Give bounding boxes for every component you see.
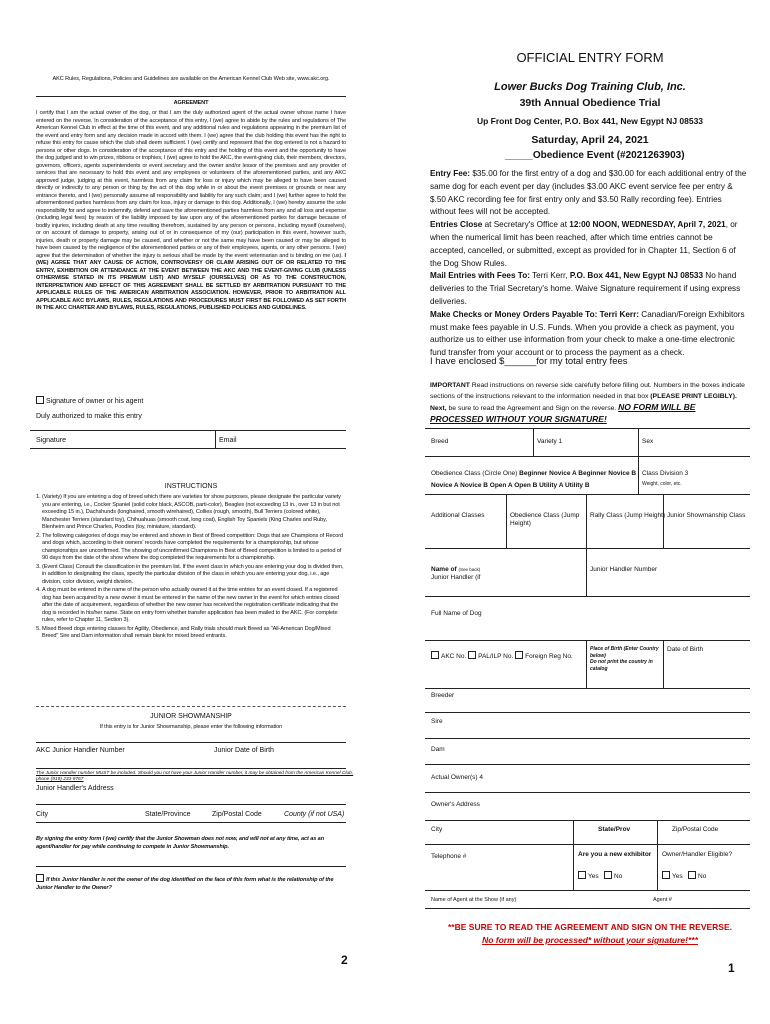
junior-state-field[interactable]: State/Province	[145, 811, 191, 818]
place-of-birth-field[interactable]: Place of Birth (Enter Country below) Do not print the country in catalog	[590, 646, 659, 672]
trial-name: 39th Annual Obedience Trial	[519, 97, 661, 109]
checkbox-icon[interactable]	[604, 871, 612, 879]
junior-zip-field[interactable]: Zip/Postal Code	[212, 811, 262, 818]
junior-number-note: The Junior Handler number MUST be included. Should you not have your Junior Handler number, it may be obtained from the American Kennel Club, phone (919) 233-9767	[36, 771, 354, 782]
duly-authorized-label: Duly authorized to make this entry	[36, 413, 142, 420]
owner-handler-options[interactable]: Yes No	[662, 871, 706, 881]
form-title: OFFICIAL ENTRY FORM	[516, 50, 664, 65]
junior-certification: By signing the entry form I (we) certify that the Junior Showman does not now, and will not at any time, act as an agent/handler for pay while continuing to compete in Junior Showmanship.	[36, 836, 325, 850]
registration-type-field[interactable]: AKC No. PAL/ILP No. Foreign Reg No.	[431, 651, 573, 661]
instruction-item: 5. Mixed Breed dogs entering classes for Agility, Obedience, and Rally trials should mark Breed as "All-American Dog/Mixed Breed" Sire and Dam information shall remain blank for mixed breed entrants.	[42, 626, 346, 641]
rally-jump-height-field[interactable]: Rally Class (Jump Height)	[590, 512, 666, 519]
footer-signature-warning: No form will be processed* without your signature!***	[482, 935, 698, 945]
junior-handler-number-field[interactable]: Junior Handler Number	[590, 566, 658, 573]
junior-dob-field[interactable]: Junior Date of Birth	[214, 747, 274, 754]
junior-showmanship-title: JUNIOR SHOWMANSHIP	[150, 713, 232, 720]
page-number-left: 2	[341, 953, 348, 967]
agreement-text	[36, 110, 346, 313]
obedience-jump-height-field[interactable]: Obedience Class (Jump Height)	[510, 512, 580, 527]
checkbox-icon[interactable]	[578, 871, 586, 879]
breed-field[interactable]: Breed	[431, 438, 449, 445]
date-of-birth-field[interactable]: Date of Birth	[667, 646, 704, 653]
club-name: Lower Bucks Dog Training Club, Inc.	[494, 81, 686, 93]
akc-junior-number-field[interactable]: AKC Junior Handler Number	[36, 747, 125, 754]
checkbox-icon[interactable]	[688, 871, 696, 879]
checkbox-icon[interactable]	[36, 396, 44, 404]
junior-owner-question: If this Junior Handler is not the owner of the dog identified on the face of this form what is the relationship of the Junior Handler to the Owner?	[36, 874, 346, 892]
variety-field[interactable]: Variety 1	[537, 438, 563, 445]
junior-handler-name-field[interactable]: Name of (See back) Junior Handler (if	[431, 566, 481, 581]
agent-name-field[interactable]: Name of Agent at the Show (if any)	[431, 897, 517, 903]
telephone-field[interactable]: Telephone #	[431, 853, 467, 860]
obedience-class-options[interactable]: Novice A Novice B Open A Open B Utility A Utility B	[431, 482, 590, 489]
signature-field[interactable]: Signature	[36, 437, 66, 444]
junior-city-field[interactable]: City	[36, 811, 49, 818]
checkbox-icon[interactable]	[36, 874, 44, 882]
owner-handler-question: Owner/Handler Eligible?	[662, 851, 733, 858]
sex-field[interactable]: Sex	[642, 438, 654, 445]
class-division-field[interactable]: Class Division 3	[642, 470, 689, 477]
footer-warning: **BE SURE TO READ THE AGREEMENT AND SIGN ON THE REVERSE.	[448, 922, 732, 932]
checkbox-icon[interactable]	[662, 871, 670, 879]
checkbox-icon[interactable]	[431, 651, 439, 659]
agent-number-field[interactable]: Agent #	[653, 897, 672, 903]
owner-zip-field[interactable]: Zip/Postal Code	[672, 826, 719, 833]
signature-owner-label: Signature of owner or his agent	[36, 396, 143, 406]
checkbox-icon[interactable]	[515, 651, 523, 659]
owner-city-field[interactable]: City	[431, 826, 443, 833]
event-line[interactable]: _____Obedience Event (#2021263903)	[505, 150, 685, 161]
email-field[interactable]: Email	[219, 437, 237, 444]
instructions-title: INSTRUCTIONS	[164, 483, 218, 490]
akc-rules-note: AKC Rules, Regulations, Policies and Guidelines are available on the American Kennel Club Web site, www.akc.org.	[52, 76, 330, 82]
sire-field[interactable]: Sire	[431, 718, 443, 725]
junior-county-field[interactable]: County (if not USA)	[284, 811, 345, 818]
full-name-of-dog-field[interactable]: Full Name of Dog	[431, 610, 482, 617]
breeder-field[interactable]: Breeder	[431, 692, 455, 699]
owner-address-field[interactable]: Owner's Address	[431, 801, 480, 808]
weight-color-note: Weight, color, etc.	[642, 481, 682, 487]
agreement-body: I certify that I am the actual owner of the dog, or that I am the duly authorized agent of the actual owner whose name I have entered on the reverse. In consideration of the acceptance of this entry, I (we) agree to abide by the rules and regulations of The American Kennel Club in effect at the time of this event, and any additional rules and regulations appearing in the premium list of the event and entry form and any decision made in accord with them. I (we) agree that the club holding this event has the right to refuse this entry for cause which the club shall deem sufficient. I (we) certify and represent that the dog entered is not a hazard to persons or other dogs. In consideration of the acceptance of this entry and the holding of this event and the opportunity to have the dog judged and to win prizes, ribbons or trophies, I (we) agree to hold the AKC, the event-giving club, their members, directors, governors, officers, agents superintendents or event secretary and the owner and/or lessor of the premises and any provider of services that are necessary to hold this event and any employees or volunteers of the aforementioned parties, and any AKC approved judge, judging at this event, harmless from any claim for loss or injury which may be alleged to have been caused directly or indirectly to any person or thing by the act of this dog while in or about the event premises or grounds or near any entrance thereto, and I (we) personally assume all responsibility and liability for any such claim; and I (we) further agree to hold the aforementioned parties harmless from any claim for loss, injury or damage to this dog. Additionally, I (we) hereby assume the sole responsibility for and agree to indemnify, defend and save the aforementioned parties harmless from any and all loss and expense (including legal fees) by reason of the liability imposed by law upon any of the aforementioned parties for damage because of bodily injuries, including death at any time resulting therefrom, sustained by any person or persons, including myself (ourselves), or on account of damage to property, arising out of or in consequence of my (our) participation in this event, however such, injuries, death or property damage may be caused, and whether or not the same may have been caused or may be alleged to have been caused by the negligence of the aforementioned parties or any of their employees, agents, or any other persons. I (we) agree that the determination of whether the injury is serious shall be made by the event veterinarian and is binding on me (us).	[36, 110, 346, 259]
no-form-warning: NO FORM WILL BE PROCESSED WITHOUT YOUR SIGNATURE!	[430, 402, 696, 424]
instruction-item: 2. The following categories of dogs may be entered and shown in Best of Breed competition: Dogs that are Champions of Record and dogs which, according to their owners' records have completed the requirements for a championship, but whose championships are unconfirmed. The showing of unconfirmed Champions in Best of Breed competition is limited to a period of 90 days from the date of the show where the dog completed the requirements for a championship.	[42, 533, 346, 563]
enclosed-fee-field[interactable]: I have enclosed $______for my total entry fees	[430, 356, 628, 367]
new-exhibitor-options[interactable]: Yes No	[578, 871, 622, 881]
actual-owner-field[interactable]: Actual Owner(s) 4	[431, 774, 484, 781]
trial-location: Up Front Dog Center, P.O. Box 441, New Egypt NJ 08533	[476, 116, 704, 126]
instruction-item: 1. (Variety) If you are entering a dog of breed which there are varieties for show purposes, please designate the particular variety you are entering, i.e., Cocker Spaniel (solid color black, ASCOB, parti-color), Beagles (not exceeding 13 in., over 13 in but not exceeding 15 in.), Dachshunds (longhaired, smooth wirehaired), Collies (rough, smooth), Bull Terriers (colored white), Manchester Terriers (standard toy), Chihuahuas (smooth coat, long coat), English Toy Spaniels (King Charles and Ruby, Blenheim and Prince Charles, Poodles (toy, miniature, standard).	[42, 494, 346, 532]
junior-showmanship-class-field[interactable]: Junior Showmanship Class	[667, 512, 746, 519]
checkbox-icon[interactable]	[468, 651, 476, 659]
junior-address-field[interactable]: Junior Handler's Address	[36, 785, 114, 792]
junior-if-note: If this entry is for Junior Showmanship, please enter the following information	[99, 724, 283, 730]
new-exhibitor-question: Are you a new exhibitor	[578, 851, 652, 858]
instructions-list	[30, 494, 346, 642]
important-note: IMPORTANT Read instructions on reverse side carefully before filling out. Numbers in the boxes indicate sections of the instructions relevant to the information needed in that box (PLEASE PRINT LEGIBLY). Next, be sure to read the Agreement and Sign on the reverse. NO FORM WILL BE PROCESSED WITHOUT YOUR SIGNATURE!	[430, 382, 745, 424]
agreement-arbitration: I (WE) AGREE THAT ANY CAUSE OF ACTION, CONTROVERSY OR CLAIM ARISING OUT OF OR RELATED TO THE ENTRY, EXHIBITION OR ATTENDANCE AT THE EVENT BETWEEN THE AKC AND THE EVENT-GIVING CLUB (UNLESS OTHERWISE STATED IN ITS PREMIUM LIST) AND MYSELF (OURSELVES) OR AS TO THE CONSTRUCTION, INTERPRETATION AND EFFECT OF THIS AGREEMENT SHALL BE SETTLED BY ARBITRATION PURSUANT TO THE APPLICABLE RULES OF THE AMERICAN ARBITRATION ASSOCIATION. HOWEVER, PRIOR TO ARBITRATION ALL APPLICABLE AKC BYLAWS, RULES, REGULATIONS AND PROCEDURES MUST FIRST BE FOLLOWED AS SET FORTH IN THE AKC CHARTER AND BYLAWS, RULES, REGULATIONS, PUBLISHED POLICIES AND GUIDELINES.	[36, 252, 346, 311]
dam-field[interactable]: Dam	[431, 746, 445, 753]
obedience-class-field[interactable]: Obedience Class (Circle One) Beginner Novice A Beginner Novice B	[431, 470, 637, 477]
page-number-right: 1	[728, 961, 735, 975]
additional-classes-field[interactable]: Additional Classes	[431, 512, 485, 519]
instruction-item: 4. A dog must be entered in the name of the person who actually owned it at the time entries for an event closed. If a registered dog has been acquired by a new owner it must be entered in the name of the new owner in the event for which entries closed after the date of acquirement, regardless of whether the new owner has received the registration certificate indicating that the dog is recorded in his/her name. State on entry form whether transfer application has been mailed to the AKC. (For complete rules, refer to Chapter 11, Section 3).	[42, 587, 346, 625]
trial-date: Saturday, April 24, 2021	[531, 134, 649, 146]
agreement-title: AGREEMENT	[173, 100, 209, 106]
owner-state-field[interactable]: State/Prov	[598, 826, 631, 833]
instruction-item: 3. (Event Class) Consult the classification in the premium list. If the event class in which you are entering your dog is divided then, in addition to designating the class, specify the particular division of the class in which you are entering your dog, i.e., age division, color division, weight division.	[42, 564, 346, 587]
fee-info: Entry Fee: $35.00 for the first entry of a dog and $30.00 for each additional entry of the same dog for each event per day (includes $3.00 AKC event service fee per entry & $.50 AKC recording fee for first entry only and $3.50 Rally recording fee). Entries without fees will not be accepted. Entries Close at Secretary's Office at 12:00 NOON, WEDNESDAY, April 7, 2021, or when the numerical limit has been reached, after which time entries cannot be accepted, cancelled, or submitted, except as provided for in Chapter 11, Section 6 of the Dog Show Rules. Mail Entries with Fees To: Terri Kerr, P.O. Box 441, New Egypt NJ 08533 No hand deliveries to the Trial Secretary's home. Waive Signature requirement if using express deliveries. Make Checks or Money Orders Payable To: Terri Kerr: Canadian/Foreign Exhibitors must make fees payable in U.S. Funds. When you provide a check as payment, you authorize us to either use information from your check to make a one-time electronic fund transfer from your account or to process the payment as a check.	[430, 169, 747, 358]
